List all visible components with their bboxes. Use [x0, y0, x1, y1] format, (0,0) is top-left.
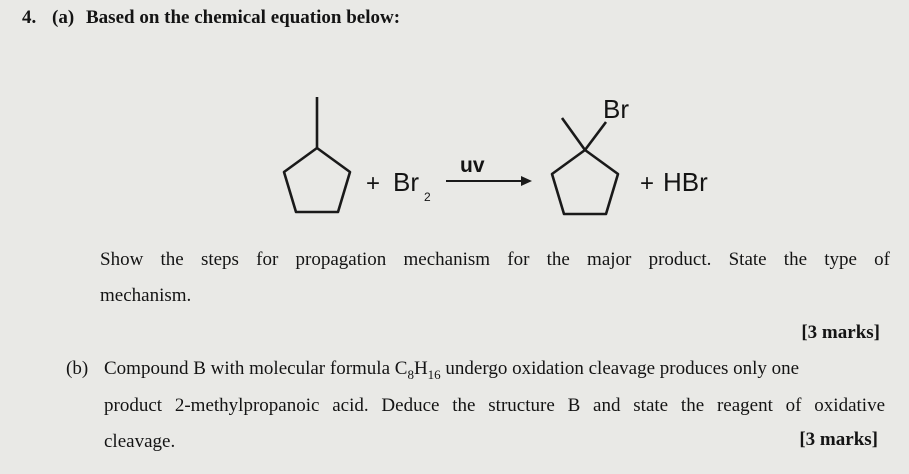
formula-h: H [413, 358, 428, 379]
formula-subscript-8: 8 [407, 366, 414, 382]
reactant-methylcyclopentane [284, 97, 350, 212]
question-number: 4. [22, 7, 37, 28]
part-b-line2: product 2-methylpropanoic acid. Deduce the structure B and state the reagent of oxidative [104, 395, 885, 416]
reagent-subscript: 2 [424, 190, 431, 204]
part-b-line3: cleavage. [104, 431, 176, 452]
part-b-line1-post: undergo oxidation cleavage produces only one [440, 358, 800, 379]
formula-subscript-16: 16 [427, 366, 441, 382]
part-b-line1 [104, 358, 799, 383]
plus-sign-1: + [366, 170, 381, 197]
part-b-marks: [3 marks] [799, 429, 878, 450]
part-b-line1-pre: Compound B with molecular formula C [104, 358, 408, 379]
part-a-instruction-line1: Show the steps for propagation mechanism for the major product. State the type of [100, 249, 890, 270]
plus-sign-2: + [640, 170, 655, 197]
part-a-label: (a) [52, 7, 75, 28]
part-b-label: (b) [66, 358, 89, 379]
byproduct-hbr: HBr [663, 167, 708, 197]
product-br-label: Br [603, 94, 629, 124]
part-a-instruction-line2: mechanism. [100, 285, 192, 306]
reagent-br: Br [393, 167, 419, 197]
part-a-intro: Based on the chemical equation below: [86, 7, 401, 28]
product-bromomethylcyclopentane [552, 118, 618, 214]
part-a-marks: [3 marks] [801, 322, 880, 343]
reaction-arrow [446, 176, 532, 186]
condition-uv: uv [460, 154, 485, 177]
